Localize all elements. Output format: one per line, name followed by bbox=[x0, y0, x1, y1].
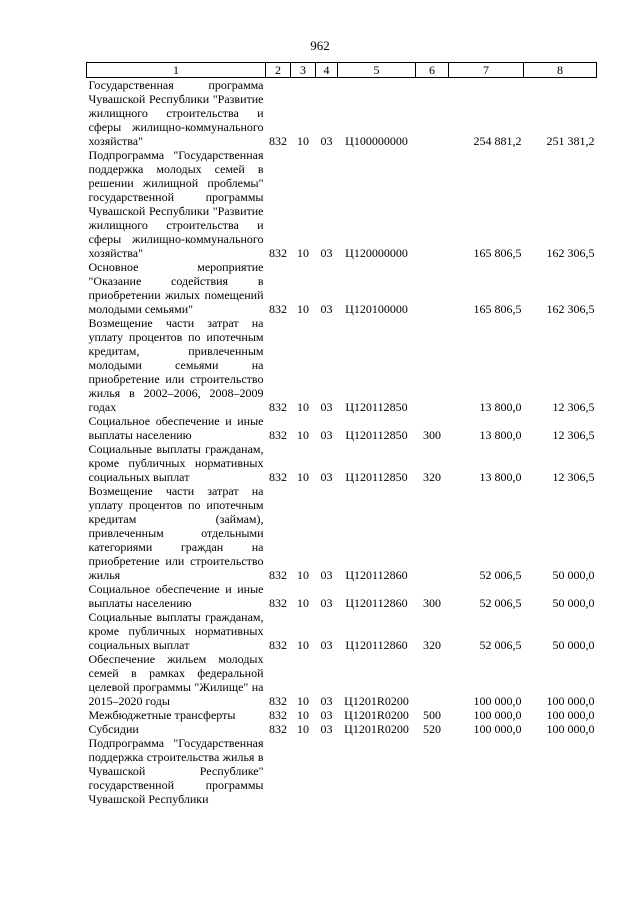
ministry-code: 832 bbox=[269, 134, 287, 148]
amount-year-2: 50 000,0 bbox=[552, 568, 595, 582]
col-header-3: 3 bbox=[291, 63, 316, 78]
target-article-code bbox=[338, 736, 416, 806]
expense-type-code bbox=[416, 316, 449, 414]
target-article-code: Ц120112860 bbox=[345, 596, 408, 610]
amount-year-1: 52 006,5 bbox=[479, 638, 522, 652]
section-code: 10 bbox=[297, 694, 309, 708]
table-row bbox=[87, 652, 597, 708]
section-code: 10 bbox=[297, 400, 309, 414]
table-row bbox=[87, 484, 597, 582]
expense-type-code bbox=[416, 736, 449, 806]
table-row bbox=[87, 316, 597, 414]
target-article-code: Ц1201R0200 bbox=[344, 708, 409, 722]
subsection-code: 03 bbox=[320, 694, 333, 708]
col-header-1: 1 bbox=[87, 63, 266, 78]
row-name: Социальное обеспечение и иные выплаты населению bbox=[88, 582, 264, 610]
amount-year-1: 254 881,2 bbox=[473, 134, 522, 148]
subsection-code: 03 bbox=[320, 596, 333, 610]
amount-year-1: 13 800,0 bbox=[479, 400, 522, 414]
ministry-code: 832 bbox=[269, 708, 287, 722]
table-row bbox=[87, 148, 597, 260]
subsection-code: 03 bbox=[320, 428, 333, 442]
amount-year-1: 100 000,0 bbox=[473, 708, 522, 722]
col-header-8: 8 bbox=[524, 63, 597, 78]
section-code: 10 bbox=[297, 638, 309, 652]
ministry-code: 832 bbox=[269, 694, 287, 708]
subsection-code: 03 bbox=[320, 708, 333, 722]
row-name: Основное мероприятие "Оказание содействия в приобретении жилых помещений молодыми семьями" bbox=[88, 260, 264, 316]
target-article-code: Ц120112850 bbox=[345, 470, 408, 484]
table-row bbox=[87, 610, 597, 652]
amount-year-1: 13 800,0 bbox=[479, 428, 522, 442]
target-article-code: Ц1201R0200 bbox=[344, 722, 409, 736]
expense-type-code: 520 bbox=[423, 722, 441, 736]
target-article-code: Ц120112850 bbox=[345, 400, 408, 414]
amount-year-2: 12 306,5 bbox=[552, 470, 595, 484]
expense-type-code: 300 bbox=[423, 596, 441, 610]
amount-year-1 bbox=[449, 736, 524, 806]
subsection-code: 03 bbox=[320, 638, 333, 652]
section-code: 10 bbox=[297, 428, 309, 442]
amount-year-1: 165 806,5 bbox=[473, 302, 522, 316]
row-name: Возмещение части затрат на уплату процентов по ипотечным кредитам, привлеченным молодыми семьями на приобретение или строительство жилья в 2002–2006, 2008–2009 годах bbox=[88, 316, 264, 414]
row-name: Социальное обеспечение и иные выплаты населению bbox=[88, 414, 264, 442]
section-code: 10 bbox=[297, 568, 309, 582]
section-code: 10 bbox=[297, 708, 309, 722]
table-row bbox=[87, 582, 597, 610]
amount-year-1: 52 006,5 bbox=[479, 568, 522, 582]
target-article-code: Ц120112860 bbox=[345, 568, 408, 582]
target-article-code: Ц120100000 bbox=[345, 302, 408, 316]
subsection-code: 03 bbox=[320, 134, 333, 148]
col-header-7: 7 bbox=[449, 63, 524, 78]
col-header-4: 4 bbox=[316, 63, 338, 78]
expense-type-code bbox=[416, 260, 449, 316]
amount-year-2: 162 306,5 bbox=[546, 302, 595, 316]
row-name: Субсидии bbox=[88, 722, 139, 736]
table-row bbox=[87, 442, 597, 484]
ministry-code: 832 bbox=[269, 470, 287, 484]
subsection-code: 03 bbox=[320, 400, 333, 414]
table-row bbox=[87, 708, 597, 722]
amount-year-2: 12 306,5 bbox=[552, 400, 595, 414]
row-name: Государственная программа Чувашской Республики "Развитие жилищного строительства и сферы жилищно-коммунального хозяйства" bbox=[88, 78, 264, 148]
subsection-code: 03 bbox=[320, 302, 333, 316]
section-code: 10 bbox=[297, 596, 309, 610]
target-article-code: Ц1201R0200 bbox=[344, 694, 409, 708]
amount-year-2 bbox=[524, 736, 597, 806]
section-code: 10 bbox=[297, 134, 309, 148]
ministry-code bbox=[266, 736, 291, 806]
section-code bbox=[291, 736, 316, 806]
row-name: Подпрограмма "Государственная поддержка молодых семей в решении жилищной проблемы" государственной программы Чувашской Республики "Развитие жилищного строительства и сферы жилищно-коммунального хозяйства" bbox=[88, 148, 264, 260]
col-header-2: 2 bbox=[266, 63, 291, 78]
section-code: 10 bbox=[297, 470, 309, 484]
amount-year-2: 100 000,0 bbox=[546, 708, 595, 722]
amount-year-2: 50 000,0 bbox=[552, 596, 595, 610]
budget-table bbox=[86, 62, 597, 806]
ministry-code: 832 bbox=[269, 568, 287, 582]
row-name: Межбюджетные трансферты bbox=[88, 708, 236, 722]
subsection-code: 03 bbox=[320, 568, 333, 582]
table-row bbox=[87, 260, 597, 316]
expense-type-code bbox=[416, 148, 449, 260]
col-header-6: 6 bbox=[416, 63, 449, 78]
row-name: Социальные выплаты гражданам, кроме публичных нормативных социальных выплат bbox=[88, 610, 264, 652]
section-code: 10 bbox=[297, 302, 309, 316]
target-article-code: Ц120112860 bbox=[345, 638, 408, 652]
ministry-code: 832 bbox=[269, 722, 287, 736]
subsection-code bbox=[316, 736, 338, 806]
expense-type-code: 320 bbox=[423, 470, 441, 484]
ministry-code: 832 bbox=[269, 400, 287, 414]
expense-type-code: 320 bbox=[423, 638, 441, 652]
ministry-code: 832 bbox=[269, 638, 287, 652]
amount-year-2: 100 000,0 bbox=[546, 694, 595, 708]
page-number: 962 bbox=[310, 38, 330, 53]
section-code: 10 bbox=[297, 722, 309, 736]
row-name: Социальные выплаты гражданам, кроме публичных нормативных социальных выплат bbox=[88, 442, 264, 484]
subsection-code: 03 bbox=[320, 470, 333, 484]
amount-year-2: 50 000,0 bbox=[552, 638, 595, 652]
amount-year-1: 52 006,5 bbox=[479, 596, 522, 610]
section-code: 10 bbox=[297, 246, 309, 260]
expense-type-code: 500 bbox=[423, 708, 441, 722]
amount-year-1: 13 800,0 bbox=[479, 470, 522, 484]
table-row bbox=[87, 414, 597, 442]
amount-year-1: 100 000,0 bbox=[473, 694, 522, 708]
expense-type-code bbox=[416, 78, 449, 149]
col-header-5: 5 bbox=[338, 63, 416, 78]
expense-type-code bbox=[416, 652, 449, 708]
row-name: Обеспечение жильем молодых семей в рамках федеральной целевой программы "Жилище" на 2015–2020 годы bbox=[88, 652, 264, 708]
table-row bbox=[87, 722, 597, 736]
expense-type-code: 300 bbox=[423, 428, 441, 442]
subsection-code: 03 bbox=[320, 722, 333, 736]
amount-year-2: 100 000,0 bbox=[546, 722, 595, 736]
table-header-row bbox=[87, 63, 597, 78]
ministry-code: 832 bbox=[269, 428, 287, 442]
ministry-code: 832 bbox=[269, 302, 287, 316]
row-name: Возмещение части затрат на уплату процентов по ипотечным кредитам (займам), привлеченным отдельными категориями граждан на приобретение или строительство жилья bbox=[88, 484, 264, 582]
subsection-code: 03 bbox=[320, 246, 333, 260]
amount-year-2: 251 381,2 bbox=[546, 134, 595, 148]
target-article-code: Ц100000000 bbox=[345, 134, 408, 148]
ministry-code: 832 bbox=[269, 596, 287, 610]
target-article-code: Ц120000000 bbox=[345, 246, 408, 260]
target-article-code: Ц120112850 bbox=[345, 428, 408, 442]
expense-type-code bbox=[416, 484, 449, 582]
amount-year-2: 162 306,5 bbox=[546, 246, 595, 260]
row-name: Подпрограмма "Государственная поддержка строительства жилья в Чувашской Республике" государственной программы Чувашской Республики bbox=[88, 736, 264, 806]
amount-year-2: 12 306,5 bbox=[552, 428, 595, 442]
ministry-code: 832 bbox=[269, 246, 287, 260]
amount-year-1: 165 806,5 bbox=[473, 246, 522, 260]
table-row bbox=[87, 78, 597, 149]
table-row bbox=[87, 736, 597, 806]
amount-year-1: 100 000,0 bbox=[473, 722, 522, 736]
